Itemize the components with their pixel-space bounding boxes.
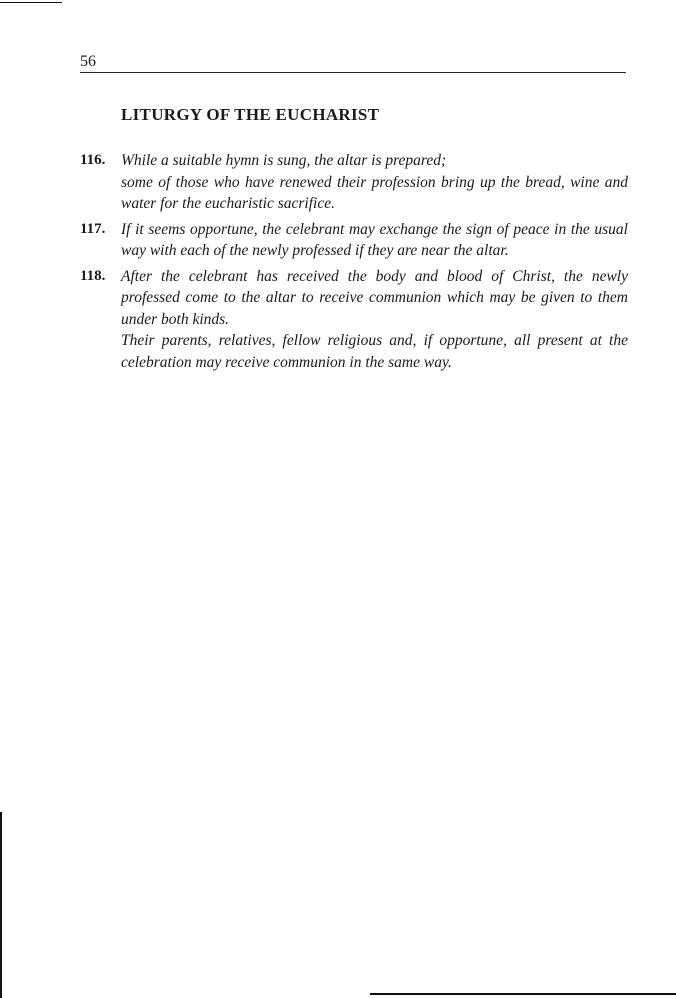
scan-edge-mark-bottom <box>370 993 676 995</box>
page-header <box>80 52 626 73</box>
rubric-number: 117. <box>80 220 106 237</box>
rubric-paragraph: If it seems opportune, the celebrant may exchange the sign of peace in the usual way with each of the newly professed if they are near the altar. <box>121 220 628 259</box>
scan-edge-mark-top <box>0 2 62 3</box>
rubric-number: 118. <box>80 267 106 284</box>
rubric-paragraph: some of those who have renewed their profession bring up the bread, wine and water for the eucharistic sacrifice. <box>121 173 628 212</box>
rubric-text <box>121 219 628 262</box>
rubric-list <box>80 150 628 377</box>
rubric-paragraph: While a suitable hymn is sung, the altar is prepared; <box>121 152 447 169</box>
rubric-paragraph: Their parents, relatives, fellow religious and, if opportune, all present at the celebration may receive communion in the same way. <box>121 332 628 371</box>
scan-edge-mark-left <box>0 812 2 998</box>
rubric-item <box>80 150 628 215</box>
section-title: LITURGY OF THE EUCHARIST <box>121 105 380 124</box>
rubric-item <box>80 266 628 374</box>
page-number: 56 <box>80 53 96 70</box>
rubric-text <box>121 150 628 215</box>
rubric-item <box>80 219 628 262</box>
rubric-paragraph: After the celebrant has received the body and blood of Christ, the newly professed come to the altar to receive communion which may be given to them under both kinds. <box>121 267 628 328</box>
rubric-text <box>121 266 628 374</box>
rubric-number: 116. <box>80 152 106 168</box>
